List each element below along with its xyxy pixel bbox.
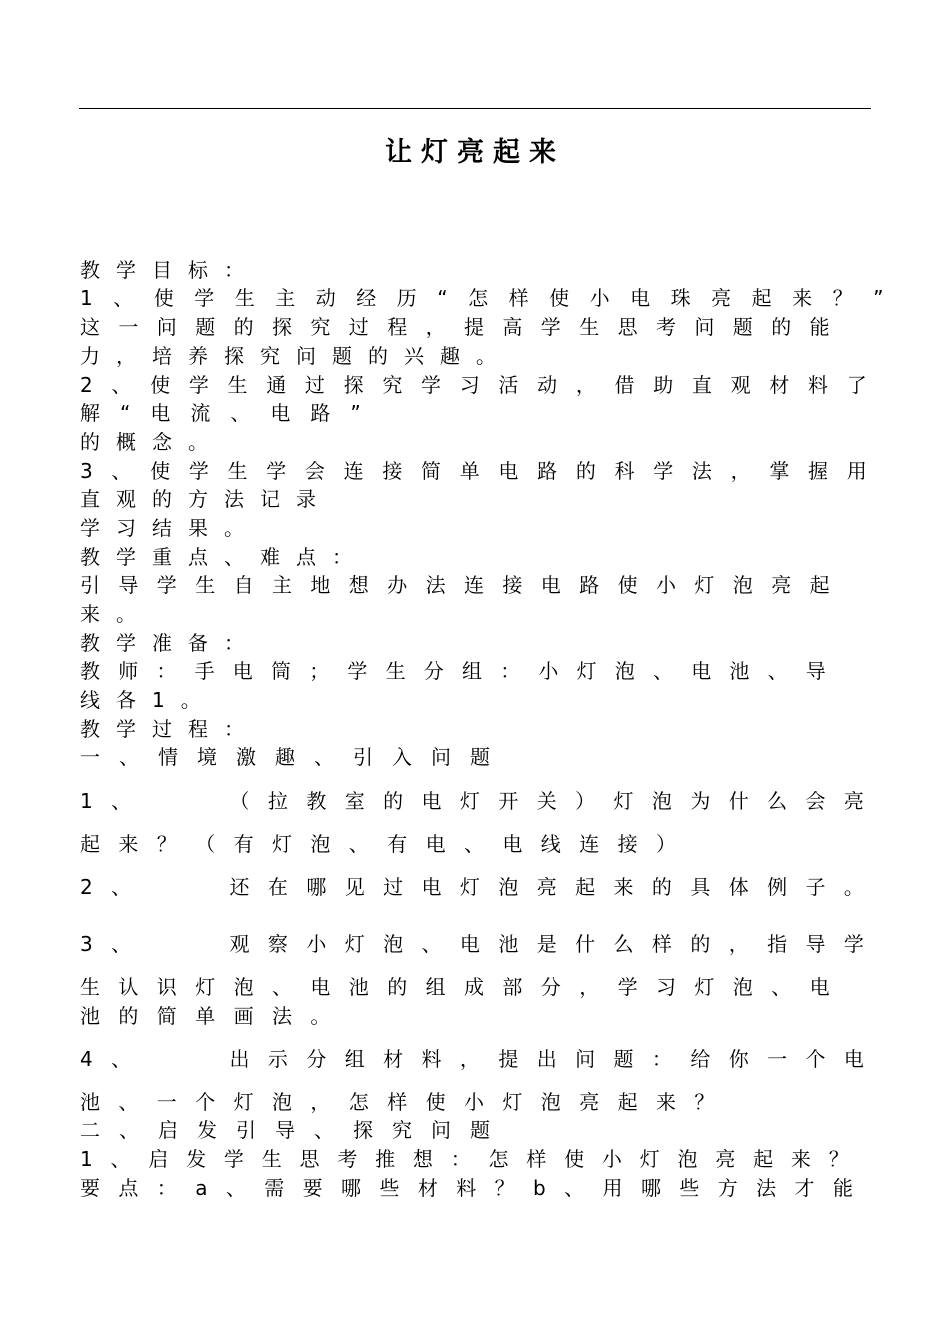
text-line: 一、情境激趣、引入问题 <box>80 745 509 769</box>
text-line: 教学过程： <box>80 717 260 741</box>
text-line: 起来？（有灯泡、有电、电线连接） <box>80 832 695 856</box>
item-text: 出示分组材料，提出问题：给你一个电 <box>229 1047 883 1071</box>
item-number: 1、 <box>80 789 150 813</box>
text-line: 教学准备： <box>80 631 260 655</box>
text-line: 1、使学生主动经历“怎样使小电珠亮起来？” <box>80 286 904 310</box>
text-line: 要点：a、需要哪些材料？b、用哪些方法才能 <box>80 1176 872 1200</box>
item-text: （拉教室的电灯开关）灯泡为什么会亮 <box>229 789 883 813</box>
text-line <box>80 1047 882 1071</box>
item-number: 2、 <box>80 875 150 899</box>
page-title: 让灯亮起来 <box>385 137 565 168</box>
item-text: 还在哪见过电灯泡亮起来的具体例子。 <box>229 875 883 899</box>
text-line: 1、启发学生思考推想：怎样使小灯泡亮起来？ <box>80 1147 867 1171</box>
text-line: 教学重点、难点： <box>80 545 368 569</box>
text-line: 解“电流、电路” <box>80 401 381 425</box>
text-line: 二、启发引导、探究问题 <box>80 1118 509 1142</box>
text-line <box>80 932 882 956</box>
text-line: 池的简单画法。 <box>80 1004 349 1028</box>
text-line: 3、使学生学会连接简单电路的科学法，掌握用 <box>80 459 886 483</box>
item-number: 3、 <box>80 932 150 956</box>
text-line <box>80 789 882 813</box>
text-line: 来。 <box>80 602 152 626</box>
text-line: 2、使学生通过探究学习活动，借助直观材料了 <box>80 373 886 397</box>
text-line: 学习结果。 <box>80 516 260 540</box>
text-line: 引导学生自主地想办法连接电路使小灯泡亮起 <box>80 573 848 597</box>
text-line: 力，培养探究问题的兴趣。 <box>80 344 512 368</box>
text-line <box>80 875 882 899</box>
header-rule <box>79 108 871 109</box>
text-line: 生认识灯泡、电池的组成部分，学习灯泡、电 <box>80 975 848 999</box>
text-line: 直观的方法记录 <box>80 487 332 511</box>
item-number: 4、 <box>80 1047 150 1071</box>
text-line: 的概念。 <box>80 430 224 454</box>
text-line: 教师：手电筒；学生分组：小灯泡、电池、导 <box>80 659 844 683</box>
item-text: 观察小灯泡、电池是什么样的，指导学 <box>229 932 883 956</box>
text-line: 线各1。 <box>80 688 217 712</box>
text-line: 这一问题的探究过程，提高学生思考问题的能 <box>80 315 848 339</box>
text-line: 池、一个灯泡，怎样使小灯泡亮起来？ <box>80 1090 733 1114</box>
text-line: 教学目标： <box>80 258 260 282</box>
